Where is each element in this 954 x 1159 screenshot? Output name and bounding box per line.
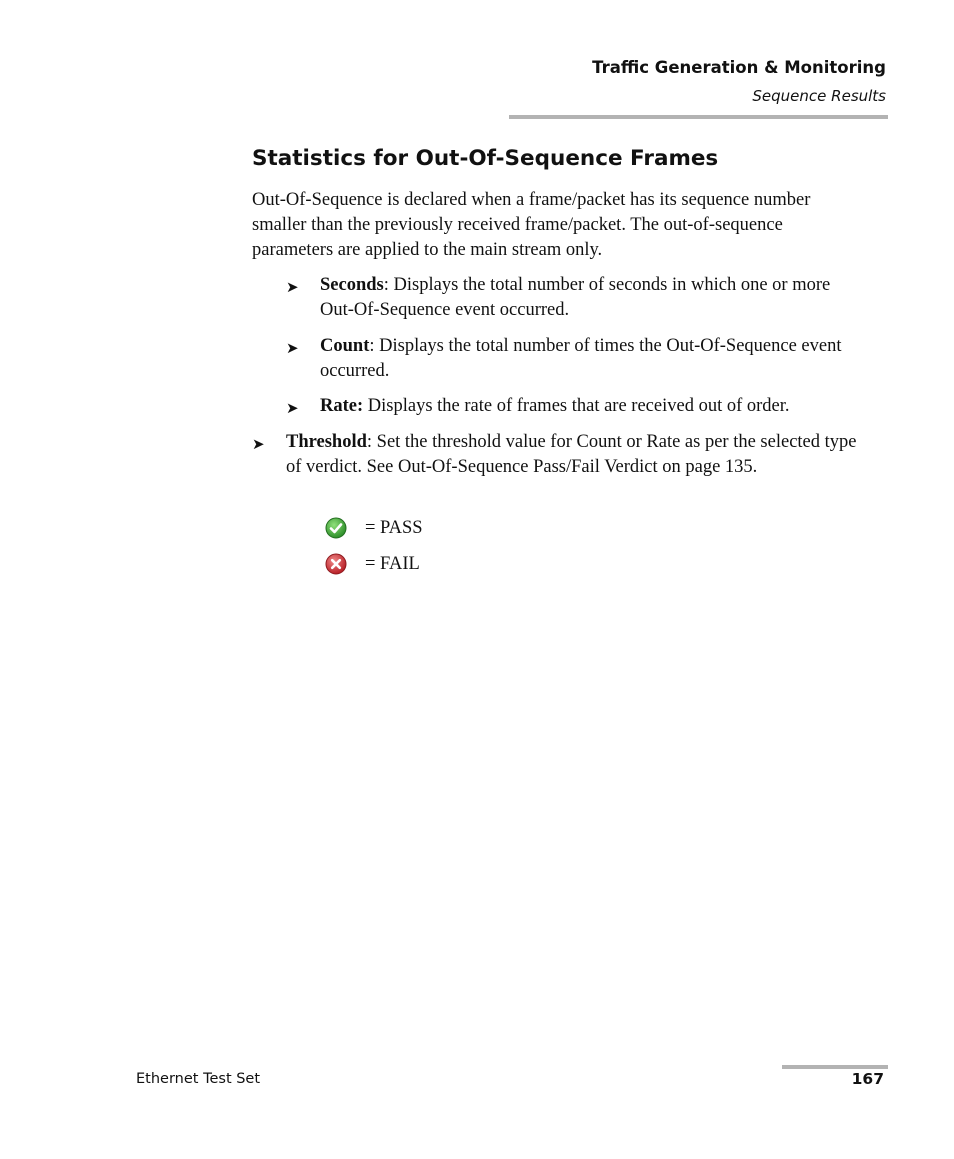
footer-page-number: 167: [851, 1070, 884, 1088]
footer-rule: [782, 1065, 888, 1069]
bullet-rate-desc: Displays the rate of frames that are received out of order.: [363, 396, 790, 416]
footer-doc-title: Ethernet Test Set: [136, 1071, 261, 1087]
header-subtitle: Sequence Results: [752, 87, 886, 105]
bullet-threshold-desc: : Set the threshold value for Count or Rate as per the selected type of verdict. See Out-Of-Sequence Pass/Fail Verdict on page 135.: [286, 432, 857, 477]
bullet-rate-term: Rate:: [320, 396, 364, 416]
bullet-arrow-icon: ➤: [286, 280, 299, 296]
bullet-seconds-text: [320, 273, 865, 323]
bullet-arrow-icon: ➤: [286, 401, 299, 417]
bullet-threshold-term: Threshold: [286, 432, 367, 452]
legend-pass-label: = PASS: [365, 517, 423, 538]
header-title: Traffic Generation & Monitoring: [592, 58, 886, 77]
bullet-seconds-desc: : Displays the total number of seconds in which one or more Out-Of-Sequence event occurred.: [320, 275, 831, 320]
bullet-rate-text: [320, 394, 880, 419]
bullet-count-text: [320, 334, 865, 384]
bullet-count-desc: : Displays the total number of times the Out-Of-Sequence event occurred.: [320, 336, 842, 381]
legend-fail: [325, 553, 420, 575]
bullet-seconds-term: Seconds: [320, 275, 384, 295]
bullet-count-term: Count: [320, 336, 370, 356]
section-heading: Statistics for Out-Of-Sequence Frames: [252, 146, 719, 171]
intro-paragraph: Out-Of-Sequence is declared when a frame/packet has its sequence number smaller than the previously received frame/packet. The out-of-sequence parameters are applied to the main stream only.: [252, 190, 811, 260]
legend-pass: [325, 517, 423, 539]
bullet-arrow-icon: ➤: [286, 341, 299, 357]
legend-fail-label: = FAIL: [365, 553, 420, 574]
pass-check-icon: [325, 517, 347, 539]
header-rule: [509, 115, 888, 119]
fail-x-icon: [325, 553, 347, 575]
bullet-threshold-text: [286, 430, 861, 480]
bullet-arrow-icon: ➤: [252, 437, 265, 453]
